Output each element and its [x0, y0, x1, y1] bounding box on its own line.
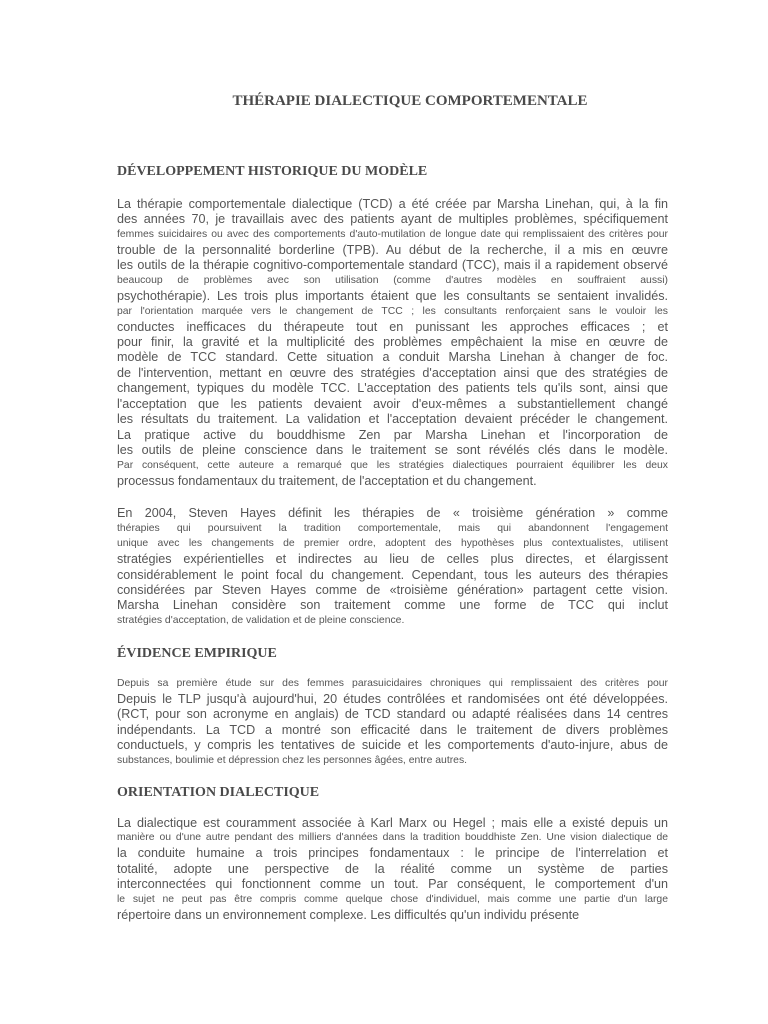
text-line: psychothérapie). Les trois plus importants étaient que les consultants se sentaient invalidés. — [117, 289, 668, 303]
text-line: interconnectées qui fonctionnent comme un tout. Par conséquent, le comportement d'un — [117, 877, 668, 891]
text-line: thérapies qui poursuivent la tradition comportementale, mais qui abandonnent l'engagement — [117, 523, 668, 534]
text-line: le sujet ne peut pas être compris comme quelque chose d'individuel, mais comme une partie d'un large — [117, 894, 668, 905]
text-line: La pratique active du bouddhisme Zen par Marsha Linehan et l'incorporation de — [117, 428, 668, 442]
document-title: THÉRAPIE DIALECTIQUE COMPORTEMENTALE — [232, 93, 588, 109]
text-line: beaucoup de problèmes avec son utilisation (comme d'autres modèles en souffraient aussi) — [117, 275, 668, 286]
text-line: manière ou d'une autre pendant des milliers d'années dans la tradition bouddhiste Zen. Une vision dialectique de — [117, 832, 668, 843]
section-heading: ÉVIDENCE EMPIRIQUE — [117, 646, 277, 661]
text-line: unique avec les changements de premier ordre, adoptent des hypothèses plus contextualistes, utilisent — [117, 538, 668, 549]
text-line: indépendants. La TCD a montré son efficacité dans le traitement de divers problèmes — [117, 723, 668, 737]
text-line: conductes inefficaces du thérapeute tout en punissant les approches efficaces ; et — [117, 320, 668, 334]
text-line: les outils de pleine conscience dans le traitement se sont révélés clés dans le modèle. — [117, 443, 668, 457]
text-line: les outils de la thérapie cognitivo-comportementale standard (TCC), mais il a rapidement observé — [117, 258, 668, 272]
text-line: substances, boulimie et dépression chez les personnes âgées, entre autres. — [117, 755, 468, 766]
text-line: la conduite humaine a trois principes fondamentaux : le principe de l'interrelation et — [117, 846, 668, 860]
text-line: La thérapie comportementale dialectique (TCD) a été créée par Marsha Linehan, qui, à la fin — [117, 197, 668, 211]
text-line: Depuis sa première étude sur des femmes parasuicidaires chroniques qui remplissaient des critères pour — [117, 678, 668, 689]
text-line: trouble de la personnalité borderline (TPB). Au début de la recherche, il a mis en œuvre — [117, 243, 668, 257]
text-line: des années 70, je travaillais avec des patients ayant de multiples problèmes, spécifiquement — [117, 212, 668, 226]
text-line: de l'intervention, mettant en œuvre des stratégies d'acceptation ainsi que des stratégies de — [117, 366, 668, 380]
text-line: processus fondamentaux du traitement, de l'acceptation et du changement. — [117, 474, 537, 488]
text-line: stratégies d'acceptation, de validation et de pleine conscience. — [117, 615, 405, 626]
text-line: En 2004, Steven Hayes définit les thérapies de « troisième génération » comme — [117, 506, 668, 520]
text-line: conductuels, y compris les tentatives de suicide et les comportements d'auto-injure, abus de — [117, 738, 668, 752]
text-line: répertoire dans un environnement complexe. Les difficultés qu'un individu présente — [117, 908, 580, 922]
text-line: pour finir, la gravité et la multiplicité des problèmes empêchaient la mise en œuvre de — [117, 335, 668, 349]
text-line: l'acceptation que les patients devaient avoir d'eux-mêmes a substantiellement changé — [117, 397, 668, 411]
text-line: les résultats du traitement. La validation et l'acceptation devaient précéder le changement. — [117, 412, 668, 426]
text-line: changement, typiques du modèle TCC. L'acceptation des patients tels qu'ils sont, ainsi que — [117, 381, 668, 395]
text-line: considérées par Steven Hayes comme de «troisième génération» partagent cette vision. — [117, 583, 668, 597]
text-line: Par conséquent, cette auteure a remarqué que les stratégies dialectiques pourraient équilibrer les deux — [117, 460, 668, 471]
text-line: stratégies expérientielles et indirectes au lieu de celles plus directes, et élargissent — [117, 552, 668, 566]
text-line: (RCT, pour son acronyme en anglais) de TCD standard ou adapté réalisées dans 14 centres — [117, 707, 668, 721]
text-line: modèle de TCC standard. Cette situation a conduit Marsha Linehan à changer de foc. — [117, 350, 668, 364]
text-line: Depuis le TLP jusqu'à aujourd'hui, 20 études contrôlées et randomisées ont été développées. — [117, 692, 668, 706]
text-line: considérablement le point focal du changement. Cependant, tous les auteurs des thérapies — [117, 568, 668, 582]
section-heading: ORIENTATION DIALECTIQUE — [117, 785, 320, 800]
text-line: femmes suicidaires ou avec des comportements d'auto-mutilation de longue date qui remplissaient des critères pour — [117, 229, 668, 240]
text-line: par l'orientation marquée vers le changement de TCC ; les consultants renforçaient sans le vouloir les — [117, 306, 668, 317]
text-line: Marsha Linehan considère son traitement comme une forme de TCC qui inclut — [117, 598, 668, 612]
text-line: La dialectique est couramment associée à Karl Marx ou Hegel ; mais elle a existé depuis un — [117, 816, 668, 830]
text-line: totalité, adopte une perspective de la réalité comme un système de parties — [117, 862, 668, 876]
section-heading: DÉVELOPPEMENT HISTORIQUE DU MODÈLE — [117, 164, 428, 179]
